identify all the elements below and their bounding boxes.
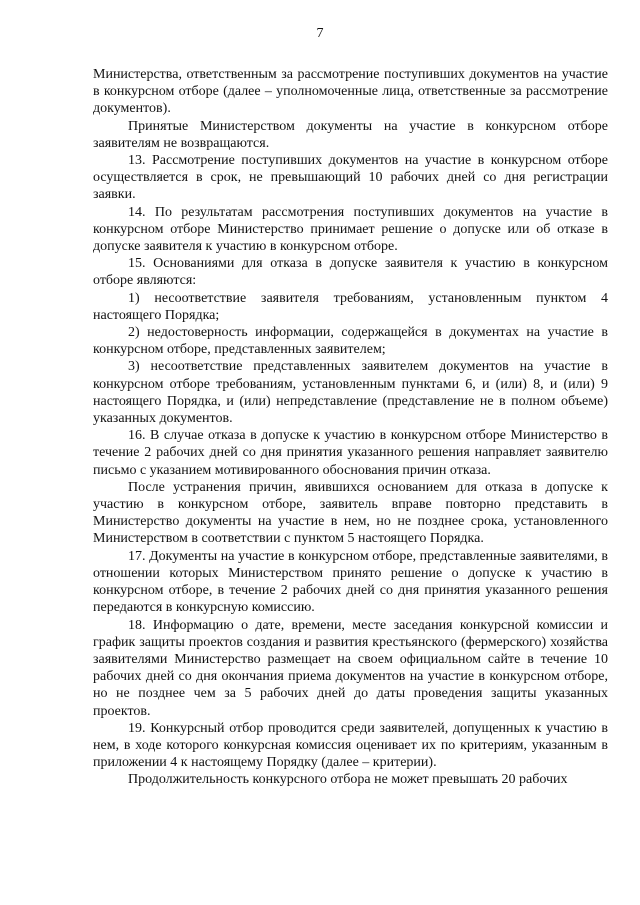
paragraph: Принятые Министерством документы на участие в конкурсном отборе заявителям не возвращаются. bbox=[93, 118, 608, 151]
paragraph-18: 18. Информацию о дате, времени, месте заседания конкурсной комиссии и график защиты проектов создания и развития крестьянского (фермерского) хозяйства заявителями Министерство размещает на своем официальном сайте в течение 10 рабочих дней со дня окончания приема документов на участие в конкурсном отборе, но не позднее чем за 5 рабочих дней до даты проведения защиты указанных проектов. bbox=[93, 617, 608, 719]
paragraph-13: 13. Рассмотрение поступивших документов на участие в конкурсном отборе осуществляется в срок, не превышающий 10 рабочих дней со дня регистрации заявки. bbox=[93, 153, 608, 203]
paragraph-19: 19. Конкурсный отбор проводится среди заявителей, допущенных к участию в нем, в ходе которого конкурсная комиссия оценивает их по критериям, указанным в приложении 4 к настоящему Порядку (далее – критерии). bbox=[93, 720, 608, 771]
list-item-2: 2) недостоверность информации, содержащейся в документах на участие в конкурсном отборе, представленных заявителем; bbox=[93, 325, 608, 358]
page-number: 7 bbox=[316, 26, 324, 41]
list-item-1: 1) несоответствие заявителя требованиям, установленным пунктом 4 настоящего Порядка; bbox=[93, 290, 608, 323]
list-item-3: 3) несоответствие представленных заявителем документов на участие в конкурсном отборе требованиям, установленным пунктами 6, и (или) 8, и (или) 9 настоящего Порядка, и (или) непредставление (представление не в полном объеме) указанных документов. bbox=[93, 359, 608, 427]
document-body bbox=[93, 66, 608, 789]
paragraph-16: 16. В случае отказа в допуске к участию в конкурсном отборе Министерство в течение 2 рабочих дней со дня принятия указанного решения направляет заявителю письмо с указанием мотивированного обоснования причин отказа. bbox=[93, 428, 608, 478]
paragraph: После устранения причин, явившихся основанием для отказа в допуске к участию в конкурсном отборе, заявитель вправе повторно представить в Министерство документы на участие в нем, но не позднее срока, установленного Министерством в соответствии с пунктом 5 настоящего Порядка. bbox=[93, 479, 608, 547]
paragraph-last: Продолжительность конкурсного отбора не может превышать 20 рабочих bbox=[128, 772, 568, 788]
paragraph-17: 17. Документы на участие в конкурсном отборе, представленные заявителями, в отношении которых Министерством принято решение о допуске к участию в конкурсном отборе, в течение 2 рабочих дней со дня принятия указанного решения передаются в конкурсную комиссию. bbox=[93, 548, 608, 616]
paragraph-continuation: Министерства, ответственным за рассмотрение поступивших документов на участие в конкурсном отборе (далее – уполномоченные лица, ответственные за рассмотрение документов). bbox=[93, 67, 608, 117]
paragraph-15: 15. Основаниями для отказа в допуске заявителя к участию в конкурсном отборе являются: bbox=[93, 256, 608, 289]
paragraph-14: 14. По результатам рассмотрения поступивших документов на участие в конкурсном отборе Министерство принимает решение о допуске или об отказе в допуске заявителя к участию в конкурсном отборе. bbox=[93, 204, 608, 255]
